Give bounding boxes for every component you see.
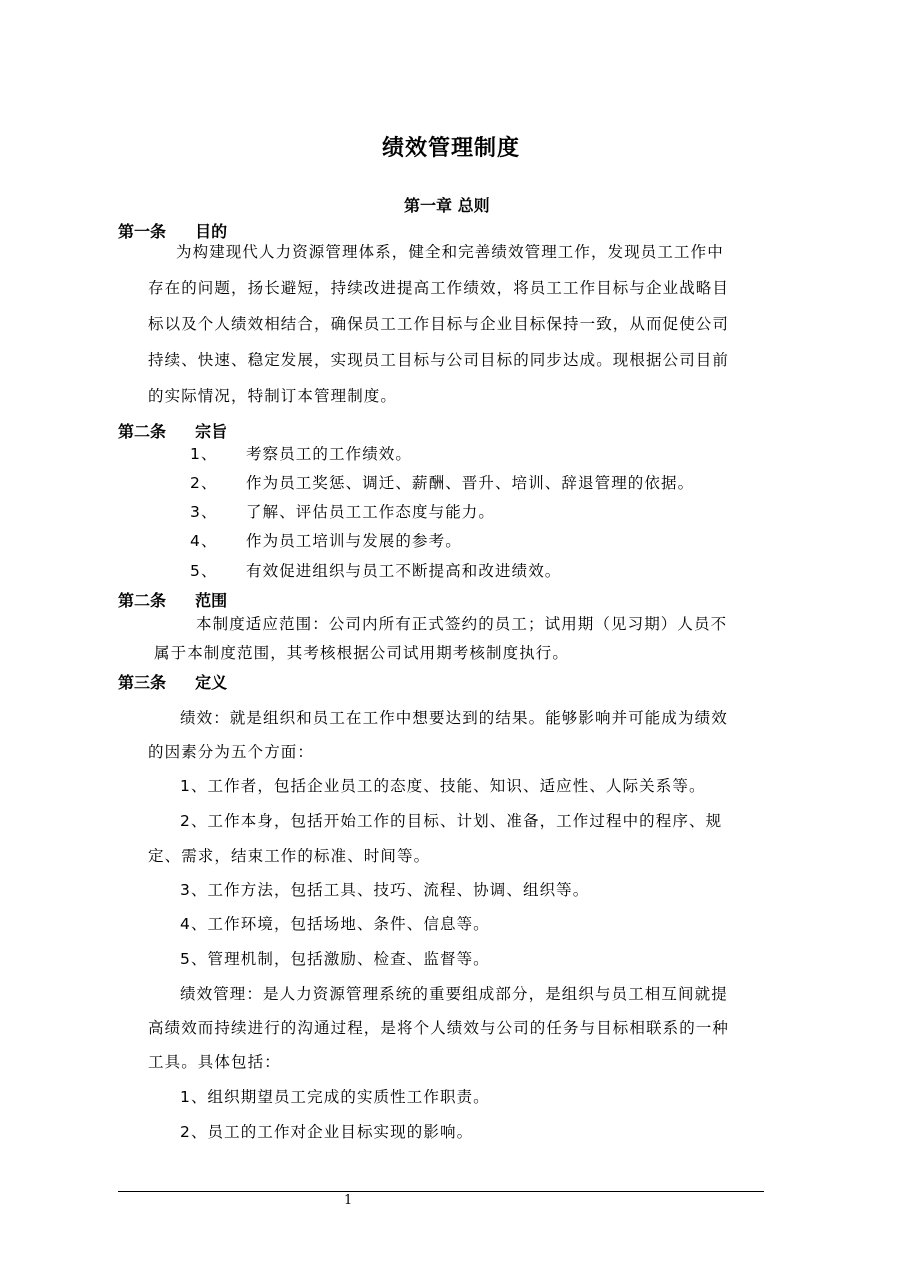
article-name: 宗旨 xyxy=(195,422,228,441)
list-text: 了解、评估员工工作态度与能力。 xyxy=(246,503,496,521)
article-number: 第一条 xyxy=(118,222,167,241)
list-text: 作为员工奖惩、调迁、薪酬、晋升、培训、辞退管理的依据。 xyxy=(246,474,695,492)
list-number: 2、 xyxy=(190,474,218,492)
list-text: 作为员工培训与发展的参考。 xyxy=(246,532,462,550)
list-number: 5、 xyxy=(190,562,218,580)
paragraph-line: 属于本制度范围，其考核根据公司试用期考核制度执行。 xyxy=(154,644,570,662)
article-3-heading xyxy=(118,588,227,611)
list-item xyxy=(190,471,694,493)
paragraph-line: 工具。具体包括： xyxy=(148,1053,281,1071)
list-number: 1、 xyxy=(190,445,218,463)
list-item xyxy=(190,442,412,464)
article-number: 第三条 xyxy=(118,673,167,692)
paragraph-line: 的因素分为五个方面： xyxy=(148,743,315,761)
paragraph-line: 2、员工的工作对企业目标实现的影响。 xyxy=(180,1123,474,1141)
list-number: 4、 xyxy=(190,532,218,550)
paragraph-line: 高绩效而持续进行的沟通过程，是将个人绩效与公司的任务与目标相联系的一种 xyxy=(148,1019,730,1037)
article-name: 定义 xyxy=(195,673,228,692)
paragraph-line: 3、工作方法，包括工具、技巧、流程、协调、组织等。 xyxy=(180,881,590,899)
document-title: 绩效管理制度 xyxy=(382,136,521,161)
list-number: 3、 xyxy=(190,503,218,521)
paragraph-line: 5、管理机制，包括激励、检查、监督等。 xyxy=(180,950,490,968)
article-name: 范围 xyxy=(195,591,228,610)
paragraph-line: 存在的问题，扬长避短，持续改进提高工作绩效，将员工工作目标与企业战略目 xyxy=(148,279,730,297)
footer-rule xyxy=(118,1191,764,1192)
paragraph-line: 持续、快速、稳定发展，实现员工目标与公司目标的同步达成。现根据公司目前 xyxy=(148,351,730,369)
paragraph-line: 为构建现代人力资源管理体系，健全和完善绩效管理工作，发现员工工作中 xyxy=(176,243,724,261)
paragraph-line: 本制度适应范围：公司内所有正式签约的员工；试用期（见习期）人员不 xyxy=(196,615,728,633)
article-number: 第二条 xyxy=(118,422,167,441)
paragraph-line: 绩效：就是组织和员工在工作中想要达到的结果。能够影响并可能成为绩效 xyxy=(180,709,728,727)
list-item xyxy=(190,559,561,581)
paragraph-line: 2、工作本身，包括开始工作的目标、计划、准备，工作过程中的程序、规 xyxy=(180,812,723,830)
article-number: 第二条 xyxy=(118,591,167,610)
paragraph-line: 定、需求，结束工作的标准、时间等。 xyxy=(148,847,431,865)
list-item xyxy=(190,500,495,522)
paragraph-line: 绩效管理：是人力资源管理系统的重要组成部分，是组织与员工相互间就提 xyxy=(180,985,728,1003)
list-text: 考察员工的工作绩效。 xyxy=(246,445,413,463)
article-1-heading xyxy=(118,219,227,242)
paragraph-line: 4、工作环境，包括场地、条件、信息等。 xyxy=(180,915,490,933)
article-4-heading xyxy=(118,670,227,693)
page-number: 1 xyxy=(344,1193,353,1208)
article-2-heading xyxy=(118,419,227,442)
paragraph-line: 1、工作者，包括企业员工的态度、技能、知识、适应性、人际关系等。 xyxy=(180,777,706,795)
list-text: 有效促进组织与员工不断提高和改进绩效。 xyxy=(246,562,562,580)
list-item xyxy=(190,529,462,551)
chapter-heading: 第一章 总则 xyxy=(404,196,490,215)
paragraph-line: 的实际情况，特制订本管理制度。 xyxy=(148,387,398,405)
paragraph-line: 标以及个人绩效相结合，确保员工工作目标与企业目标保持一致，从而促使公司 xyxy=(148,315,730,333)
paragraph-line: 1、组织期望员工完成的实质性工作职责。 xyxy=(180,1088,490,1106)
article-name: 目的 xyxy=(195,222,228,241)
